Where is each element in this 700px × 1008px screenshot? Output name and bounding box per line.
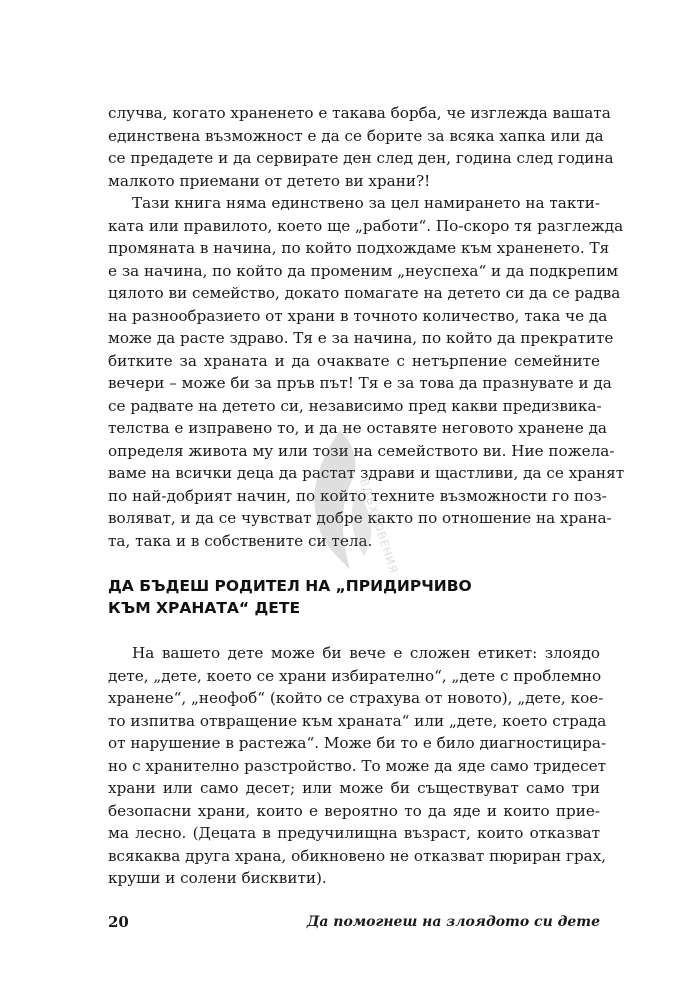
- text-line: вечери – може би за пръв път! Тя е за това да празнувате и да: [108, 374, 612, 392]
- text-line: се предадете и да сервирате ден след ден, година след година: [108, 149, 614, 167]
- svg-text:ВДЪХНОВЕНИЯ: ВДЪХНОВЕНИЯ: [357, 476, 400, 576]
- text-line: по най-добрият начин, по който техните възможности го поз-: [108, 487, 607, 505]
- text-line: е за начина, по който да променим „неуспеха“ и да подкрепим: [108, 262, 619, 280]
- text-line: хранене“, „неофоб“ (който се страхува от новото), „дете, кое-: [108, 689, 604, 707]
- text-line: ваме на всички деца да растат здрави и щастливи, да се хранят: [108, 464, 625, 482]
- text-line: цялото ви семейство, докато помагате на детето си да се радва: [108, 284, 621, 302]
- text-line: определя живота му или този на семейството ви. Ние пожела-: [108, 442, 615, 460]
- text-line: но с хранително разстройство. То може да яде само тридесет: [108, 757, 607, 775]
- text-line: дете, „дете, което се храни избирателно“, „дете с проблемно: [108, 667, 602, 685]
- text-line: круши и солени бисквити).: [108, 869, 327, 887]
- text-line: На вашето дете може би вече е сложен етикет: злоядо: [132, 644, 600, 662]
- page-number: 20: [108, 913, 129, 931]
- text-line: храни или само десет; или може би съществуват само три: [108, 779, 600, 797]
- heading-line: КЪМ ХРАНАТА“ ДЕТЕ: [108, 599, 301, 617]
- text-line: всякаква друга храна, обикновено не отказват пюриран грах,: [108, 847, 607, 865]
- text-line: може да расте здраво. Тя е за начина, по който да прекратите: [108, 329, 614, 347]
- text-line: на разнообразието от храни в точното количество, така че да: [108, 307, 608, 325]
- text-line: Тази книга няма единствено за цел намирането на такти-: [132, 194, 600, 212]
- text-line: се радвате на детето си, независимо пред какви предизвика-: [108, 397, 602, 415]
- text-line: случва, когато храненето е такава борба, че изглежда вашата: [108, 104, 611, 122]
- text-line: единствена възможност е да се борите за всяка хапка или да: [108, 127, 604, 145]
- text-line: ма лесно. (Децата в предучилищна възраст, които отказват: [108, 824, 600, 842]
- running-title: Да помогнеш на злоядото си дете: [306, 914, 600, 930]
- text-line: от нарушение в растежа“. Може би то е било диагностицира-: [108, 734, 607, 752]
- heading-line: ДА БЪДЕШ РОДИТЕЛ НА „ПРИДИРЧИВО: [108, 577, 472, 595]
- text-line: ката или правилото, което ще „работи“. По-скоро тя разглежда: [108, 217, 624, 235]
- text-line: безопасни храни, които е вероятно то да яде и които прие-: [108, 802, 600, 820]
- text-line: то изпитва отвращение към храната“ или „дете, което страда: [108, 712, 607, 730]
- text-line: воляват, и да се чувстват добре както по отношение на храна-: [108, 509, 612, 527]
- text-line: та, така и в собствените си тела.: [108, 532, 373, 550]
- text-line: малкото приемани от детето ви храни?!: [108, 172, 431, 190]
- text-line: телства е изправено то, и да не оставяте неговото хранене да: [108, 419, 607, 437]
- text-line: битките за храната и да очаквате с нетърпение семейните: [108, 352, 600, 370]
- text-line: промяната в начина, по който подхождаме към храненето. Тя: [108, 239, 610, 257]
